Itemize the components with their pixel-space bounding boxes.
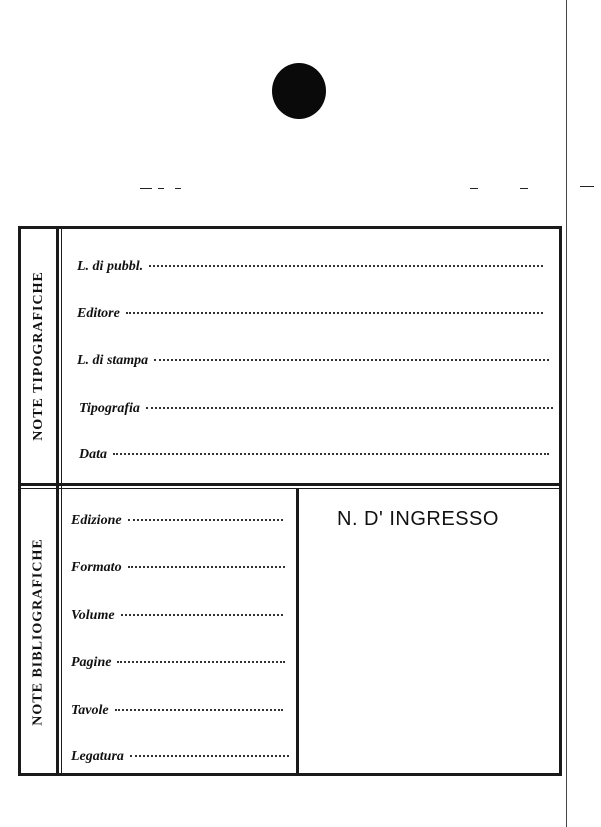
dotted-line <box>113 453 549 455</box>
field-label: Tavole <box>71 703 109 718</box>
dotted-line <box>128 566 285 568</box>
field-edizione[interactable] <box>71 513 283 529</box>
field-label: Data <box>79 447 107 462</box>
field-label: L. di stampa <box>77 353 149 368</box>
card-inner-border-thin <box>61 229 62 773</box>
dotted-line <box>115 709 283 711</box>
dotted-line <box>126 312 543 314</box>
scan-mark <box>520 188 528 189</box>
field-tipografia[interactable] <box>79 401 553 417</box>
field-data[interactable] <box>79 447 549 463</box>
scan-mark <box>470 188 478 189</box>
field-label: Legatura <box>71 749 124 764</box>
scan-mark <box>158 188 164 189</box>
dotted-line <box>117 661 285 663</box>
field-luogo-stampa[interactable] <box>77 353 549 369</box>
field-label: Pagine <box>71 655 112 670</box>
section-label-tipografiche-text: NOTE TIPOGRAFICHE <box>30 271 46 441</box>
dotted-line <box>146 407 553 409</box>
field-label: Tipografia <box>79 401 140 416</box>
dotted-line <box>149 265 543 267</box>
field-tavole[interactable] <box>71 703 283 719</box>
card-inner-border <box>56 229 59 773</box>
field-label: Edizione <box>71 513 122 528</box>
section-divider <box>21 483 559 486</box>
dotted-line <box>128 519 283 521</box>
dotted-line <box>130 755 289 757</box>
page-edge-line <box>566 0 567 827</box>
field-label: L. di pubbl. <box>77 259 144 274</box>
field-volume[interactable] <box>71 608 283 624</box>
field-label: Volume <box>71 608 115 623</box>
field-formato[interactable] <box>71 560 285 576</box>
field-editore[interactable] <box>77 306 543 322</box>
field-legatura[interactable] <box>71 749 289 765</box>
field-label: Editore <box>77 306 120 321</box>
section-label-tipografiche <box>21 229 56 483</box>
catalog-card <box>18 226 562 776</box>
scan-mark <box>140 188 152 189</box>
scan-mark <box>580 186 594 187</box>
field-pagine[interactable] <box>71 655 285 671</box>
dotted-line <box>121 614 283 616</box>
field-label: Formato <box>71 560 122 575</box>
scan-mark <box>175 188 181 189</box>
column-divider <box>296 488 299 776</box>
dotted-line <box>154 359 549 361</box>
punch-hole <box>272 63 326 119</box>
numero-ingresso-label: N. D' INGRESSO <box>337 508 499 530</box>
field-luogo-pubblicazione[interactable] <box>77 259 543 275</box>
section-divider-thin <box>21 488 559 489</box>
section-label-bibliografiche-text: NOTE BIBLIOGRAFICHE <box>30 538 46 726</box>
section-label-bibliografiche <box>21 488 56 776</box>
